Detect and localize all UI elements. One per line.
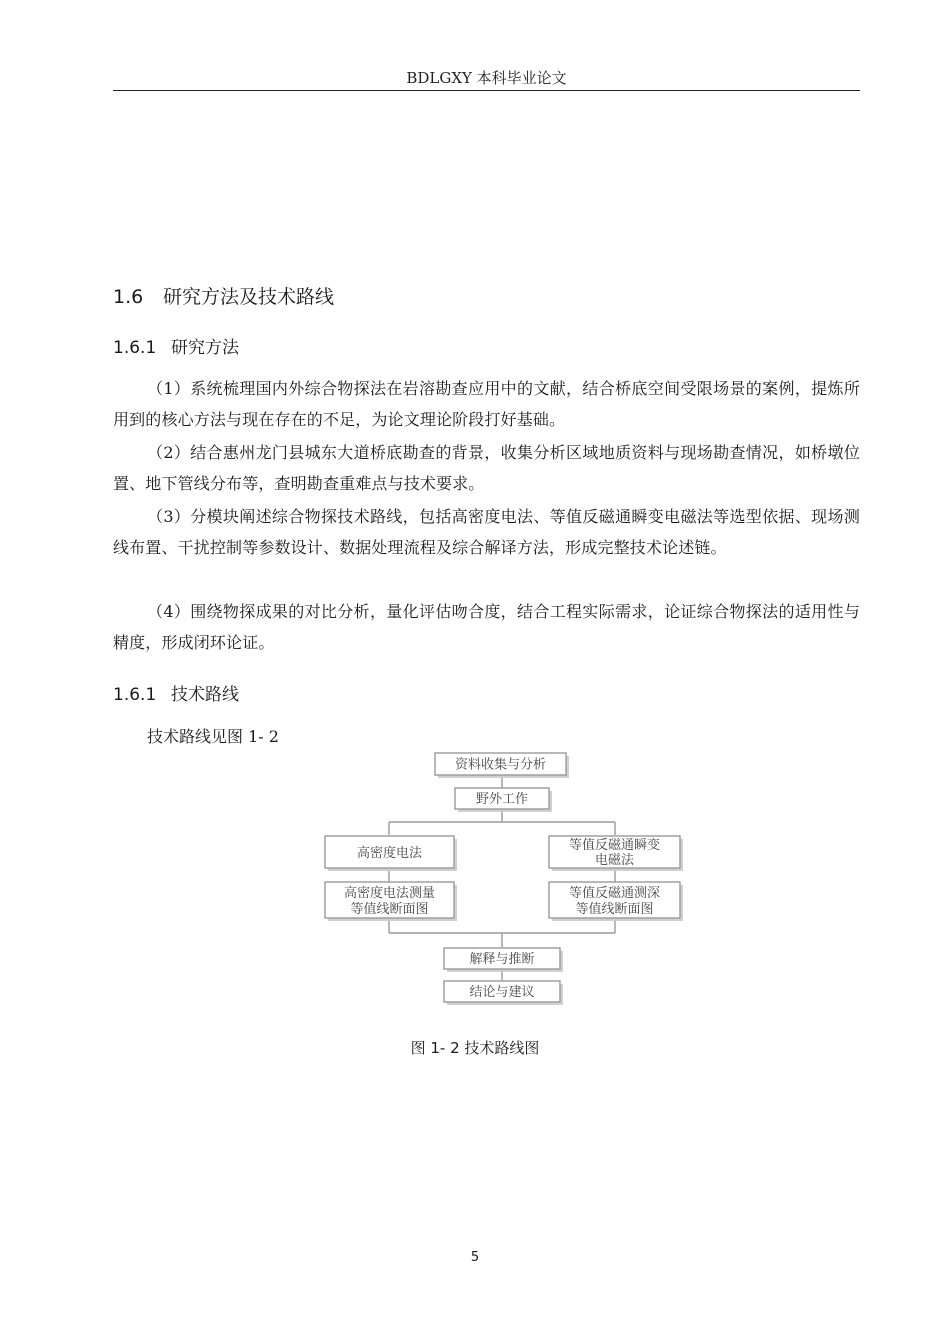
box-opposing-coils-tem xyxy=(549,836,683,871)
running-header: BDLGXY 本科毕业论文 xyxy=(406,69,567,87)
box-label: 资料收集与分析 xyxy=(454,757,547,773)
box-resistivity-section xyxy=(325,882,457,921)
box-field-work xyxy=(455,788,552,812)
box-label: 野外工作 xyxy=(475,792,529,807)
box-label-line2: 等值线断面图 xyxy=(350,902,429,917)
box-tem-sounding-section xyxy=(549,882,683,921)
box-interpretation xyxy=(444,948,563,972)
subsection-title: 技术路线 xyxy=(171,685,239,705)
section-title: 研究方法及技术路线 xyxy=(163,286,335,308)
box-label-line1: 等值反磁通测深 xyxy=(568,886,661,901)
box-data-collection xyxy=(435,753,569,778)
box-label-line1: 高密度电法测量 xyxy=(343,886,436,901)
box-label: 高密度电法 xyxy=(356,846,423,861)
paragraph-3: （3）分模块阐述综合物探技术路线，包括高密度电法、等值反磁通瞬变电磁法等选型依据、现场测线布置、干扰控制等参数设计、数据处理流程及综合解译方法，形成完整技术论述链。 xyxy=(113,507,860,557)
box-label-line2: 电磁法 xyxy=(594,853,635,868)
box-label: 结论与建议 xyxy=(469,985,535,1000)
route-reference-text: 技术路线见图 1- 2 xyxy=(147,727,279,746)
box-high-density-resistivity xyxy=(325,836,457,871)
page-number: 5 xyxy=(470,1250,480,1265)
figure-caption: 图 1- 2 技术路线图 xyxy=(410,1039,540,1057)
subsection-title: 研究方法 xyxy=(171,338,239,358)
box-label-line1: 等值反磁通瞬变 xyxy=(568,838,661,853)
paragraph-4: （4）围绕物探成果的对比分析，量化评估吻合度，结合工程实际需求，论证综合物探法的适用性与精度，形成闭环论证。 xyxy=(113,602,860,652)
paragraph-2: （2）结合惠州龙门县城东大道桥底勘查的背景，收集分析区域地质资料与现场勘查情况，如桥墩位置、地下管线分布等，查明勘查重难点与技术要求。 xyxy=(113,443,860,493)
paragraph-1: （1）系统梳理国内外综合物探法在岩溶勘查应用中的文献，结合桥底空间受限场景的案例，提炼所用到的核心方法与现在存在的不足，为论文理论阶段打好基础。 xyxy=(113,379,860,429)
box-label: 解释与推断 xyxy=(469,952,535,967)
box-conclusion xyxy=(444,981,563,1005)
box-label-line2: 等值线断面图 xyxy=(575,902,654,917)
subsection-number: 1.6.1 xyxy=(113,685,157,705)
section-number: 1.6 xyxy=(113,286,144,308)
subsection-number: 1.6.1 xyxy=(113,338,157,358)
